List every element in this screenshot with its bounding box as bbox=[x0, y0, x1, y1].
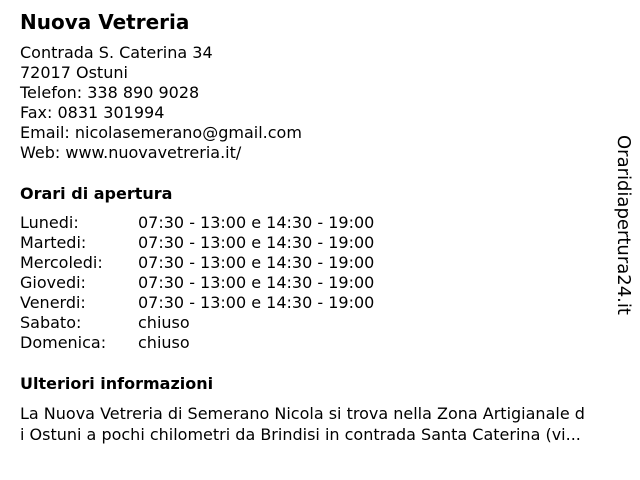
day-label: Domenica: bbox=[20, 333, 107, 352]
day-hours: 07:30 - 13:00 e 14:30 - 19:00 bbox=[138, 253, 375, 272]
day-label: Sabato: bbox=[20, 313, 82, 332]
day-hours: 07:30 - 13:00 e 14:30 - 19:00 bbox=[138, 233, 375, 252]
business-description bbox=[20, 403, 632, 445]
day-label: Venerdi: bbox=[20, 293, 86, 312]
further-info-heading: Ulteriori informazioni bbox=[20, 374, 214, 393]
email-address: Email: nicolasemerano@gmail.com bbox=[20, 123, 302, 142]
day-label: Lunedi: bbox=[20, 213, 79, 232]
hours-row-thursday bbox=[20, 273, 440, 293]
fax-number: Fax: 0831 301994 bbox=[20, 103, 165, 122]
hours-row-saturday bbox=[20, 313, 440, 333]
description-line-1: La Nuova Vetreria di Semerano Nicola si trova nella Zona Artigianale d bbox=[20, 404, 585, 423]
day-hours: chiuso bbox=[138, 333, 190, 352]
hours-row-tuesday bbox=[20, 233, 440, 253]
opening-hours-heading: Orari di apertura bbox=[20, 184, 173, 203]
hours-row-friday bbox=[20, 293, 440, 313]
day-label: Martedi: bbox=[20, 233, 87, 252]
day-hours: chiuso bbox=[138, 313, 190, 332]
day-hours: 07:30 - 13:00 e 14:30 - 19:00 bbox=[138, 213, 375, 232]
hours-row-sunday bbox=[20, 333, 440, 353]
business-name: Nuova Vetreria bbox=[20, 10, 190, 34]
day-label: Mercoledi: bbox=[20, 253, 103, 272]
opening-hours-table bbox=[20, 213, 440, 353]
hours-row-monday bbox=[20, 213, 440, 233]
day-hours: 07:30 - 13:00 e 14:30 - 19:00 bbox=[138, 293, 375, 312]
description-line-2: i Ostuni a pochi chilometri da Brindisi in contrada Santa Caterina (vi... bbox=[20, 425, 581, 444]
website-address: Web: www.nuovavetreria.it/ bbox=[20, 143, 242, 162]
day-hours: 07:30 - 13:00 e 14:30 - 19:00 bbox=[138, 273, 375, 292]
day-label: Giovedi: bbox=[20, 273, 86, 292]
address-line-2: 72017 Ostuni bbox=[20, 63, 128, 82]
hours-row-wednesday bbox=[20, 253, 440, 273]
site-watermark: Oraridiapertura24.it bbox=[613, 135, 634, 315]
contact-block bbox=[20, 43, 302, 163]
address-line-1: Contrada S. Caterina 34 bbox=[20, 43, 213, 62]
phone-number: Telefon: 338 890 9028 bbox=[20, 83, 200, 102]
